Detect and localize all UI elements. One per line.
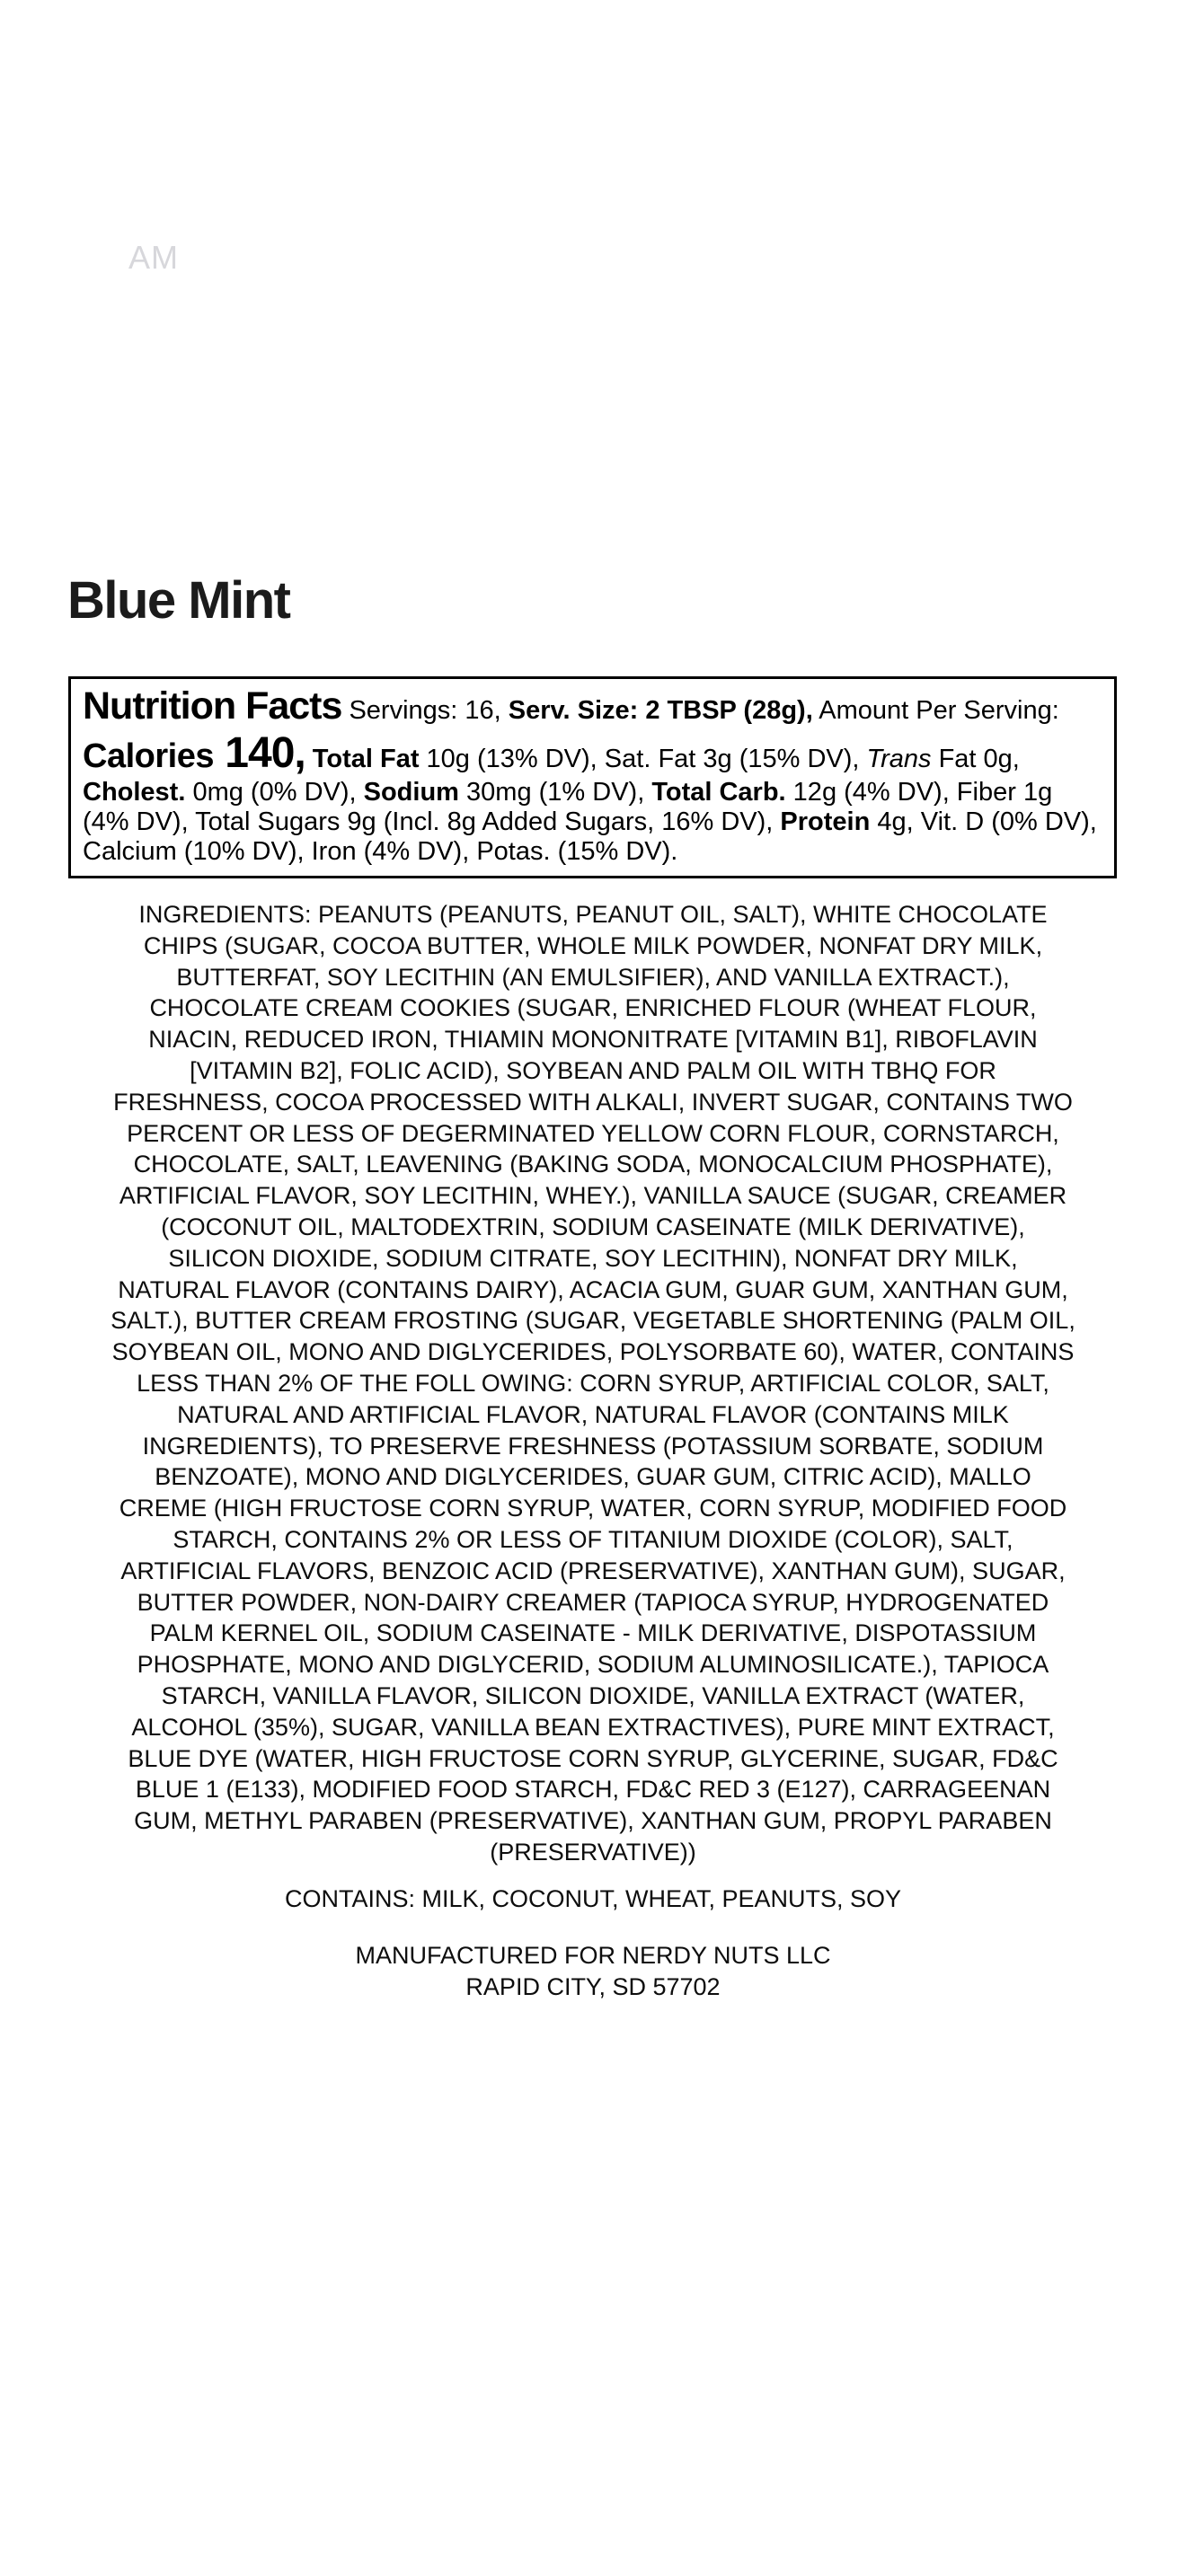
ingredients-line: INGREDIENTS: PEANUTS (PEANUTS, PEANUT OIL, SALT), WHITE CHOCOLATE [138, 901, 1048, 928]
ingredients-line: CHIPS (SUGAR, COCOA BUTTER, WHOLE MILK POWDER, NONFAT DRY MILK, [143, 931, 1043, 959]
nutrition-text-segment: Amount Per Serving: [812, 696, 1059, 725]
nutrition-facts-text [83, 684, 1102, 867]
nutrition-text-segment: Fat 0g, [931, 745, 1020, 773]
ingredients-line: ALCOHOL (35%), SUGAR, VANILLA BEAN EXTRACTIVES), PURE MINT EXTRACT, [131, 1713, 1055, 1741]
nutrition-text-segment: Cholest. [83, 778, 186, 807]
ingredients-line: CHOCOLATE CREAM COOKIES (SUGAR, ENRICHED FLOUR (WHEAT FLOUR, [149, 994, 1037, 1022]
ingredients-line: SOYBEAN OIL, MONO AND DIGLYCERIDES, POLYSORBATE 60), WATER, CONTAINS [111, 1338, 1075, 1366]
ingredients-line: SALT.), BUTTER CREAM FROSTING (SUGAR, VEGETABLE SHORTENING (PALM OIL, [111, 1307, 1075, 1335]
nutrition-text-segment: Total Carb. [651, 778, 786, 807]
ingredients-line: GUM, METHYL PARABEN (PRESERVATIVE), XANTHAN GUM, PROPYL PARABEN [134, 1807, 1052, 1835]
ingredients-line: NATURAL AND ARTIFICIAL FLAVOR, NATURAL FLAVOR (CONTAINS MILK [177, 1400, 1009, 1428]
nutrition-text-segment: 30mg (1% DV), [458, 778, 652, 807]
nutrition-text-segment: 0mg (0% DV), [185, 778, 364, 807]
ingredients-line: STARCH, VANILLA FLAVOR, SILICON DIOXIDE, VANILLA EXTRACT (WATER, [161, 1681, 1025, 1709]
nutrition-text-segment: 4g, Vit. D (0% DV), Calcium (10% DV), Iron (4% DV), Potas. (15% DV). [83, 807, 1097, 866]
ingredients-line: FRESHNESS, COCOA PROCESSED WITH ALKALI, INVERT SUGAR, CONTAINS TWO [113, 1088, 1073, 1116]
nutrition-text-segment: 10g (13% DV), Sat. Fat 3g (15% DV), [419, 745, 867, 773]
nutrition-text-segment: Nutrition Facts [83, 684, 342, 728]
nutrition-text-segment [305, 745, 313, 773]
manufacturer-info [0, 1940, 1186, 2003]
ingredients-line: LESS THAN 2% OF THE FOLL OWING: CORN SYRUP, ARTIFICIAL COLOR, SALT, [137, 1369, 1049, 1397]
ingredients-list [0, 899, 1186, 1868]
ingredients-line: BUTTER POWDER, NON-DAIRY CREAMER (TAPIOCA SYRUP, HYDROGENATED [137, 1588, 1049, 1616]
ingredients-line: ARTIFICIAL FLAVORS, BENZOIC ACID (PRESERVATIVE), XANTHAN GUM), SUGAR, [120, 1557, 1066, 1584]
ingredients-line: PALM KERNEL OIL, SODIUM CASEINATE - MILK DERIVATIVE, DISPOTASSIUM [149, 1619, 1037, 1647]
product-title: Blue Mint [67, 571, 290, 630]
nutrition-text-segment: Sodium [363, 778, 459, 807]
ingredients-line: ARTIFICIAL FLAVOR, SOY LECITHIN, WHEY.), VANILLA SAUCE (SUGAR, CREAMER [119, 1182, 1067, 1210]
manufacturer-line: MANUFACTURED FOR NERDY NUTS LLC [355, 1942, 831, 1969]
ingredients-line: INGREDIENTS), TO PRESERVE FRESHNESS (POTASSIUM SORBATE, SODIUM [142, 1432, 1044, 1460]
ingredients-line: STARCH, CONTAINS 2% OR LESS OF TITANIUM DIOXIDE (COLOR), SALT, [173, 1525, 1013, 1553]
ingredients-line: BENZOATE), MONO AND DIGLYCERIDES, GUAR GUM, CITRIC ACID), MALLO [155, 1463, 1031, 1491]
ingredients-line: (PRESERVATIVE)) [490, 1838, 696, 1866]
allergen-statement: CONTAINS: MILK, COCONUT, WHEAT, PEANUTS, SOY [284, 1885, 902, 1912]
nutrition-text-segment: Calories [83, 737, 214, 775]
nutrition-text-segment: Trans [866, 745, 932, 773]
ingredients-line: SILICON DIOXIDE, SODIUM CITRATE, SOY LECITHIN), NONFAT DRY MILK, [168, 1244, 1018, 1272]
ingredients-line: (COCONUT OIL, MALTODEXTRIN, SODIUM CASEINATE (MILK DERIVATIVE), [161, 1213, 1025, 1240]
ingredients-line: NIACIN, REDUCED IRON, THIAMIN MONONITRATE [VITAMIN B1], RIBOFLAVIN [148, 1026, 1038, 1054]
ingredients-line: CHOCOLATE, SALT, LEAVENING (BAKING SODA, MONOCALCIUM PHOSPHATE), [133, 1151, 1053, 1178]
scan-watermark-text: AM [128, 239, 179, 276]
ingredients-line: NATURAL FLAVOR (CONTAINS DAIRY), ACACIA GUM, GUAR GUM, XANTHAN GUM, [118, 1275, 1068, 1303]
nutrition-facts-box [68, 676, 1117, 878]
nutrition-text-segment: Protein [780, 807, 871, 836]
manufacturer-address-line: RAPID CITY, SD 57702 [465, 1973, 721, 2000]
ingredients-line: [VITAMIN B2], FOLIC ACID), SOYBEAN AND PALM OIL WITH TBHQ FOR [190, 1056, 996, 1084]
nutrition-text-segment: 140, [213, 729, 305, 777]
ingredients-line: PHOSPHATE, MONO AND DIGLYCERID, SODIUM ALUMINOSILICATE.), TAPIOCA [137, 1651, 1049, 1679]
nutrition-text-segment: Serv. Size: 2 TBSP (28g), [508, 696, 813, 725]
ingredients-line: PERCENT OR LESS OF DEGERMINATED YELLOW CORN FLOUR, CORNSTARCH, [127, 1119, 1059, 1147]
nutrition-text-segment: Servings: 16, [341, 696, 509, 725]
ingredients-line: BLUE DYE (WATER, HIGH FRUCTOSE CORN SYRUP, GLYCERINE, SUGAR, FD&C [128, 1744, 1058, 1772]
nutrition-text-segment: 12g (4% DV), Fiber 1g (4% DV), Total Sugars 9g (Incl. 8g Added Sugars, 16% DV), [83, 778, 1053, 836]
nutrition-text-segment: Total Fat [312, 745, 420, 773]
ingredients-line: BLUE 1 (E133), MODIFIED FOOD STARCH, FD&C RED 3 (E127), CARRAGEENAN [135, 1776, 1051, 1804]
ingredients-line: CREME (HIGH FRUCTOSE CORN SYRUP, WATER, CORN SYRUP, MODIFIED FOOD [119, 1495, 1067, 1522]
ingredients-line: BUTTERFAT, SOY LECITHIN (AN EMULSIFIER), AND VANILLA EXTRACT.), [176, 963, 1010, 991]
